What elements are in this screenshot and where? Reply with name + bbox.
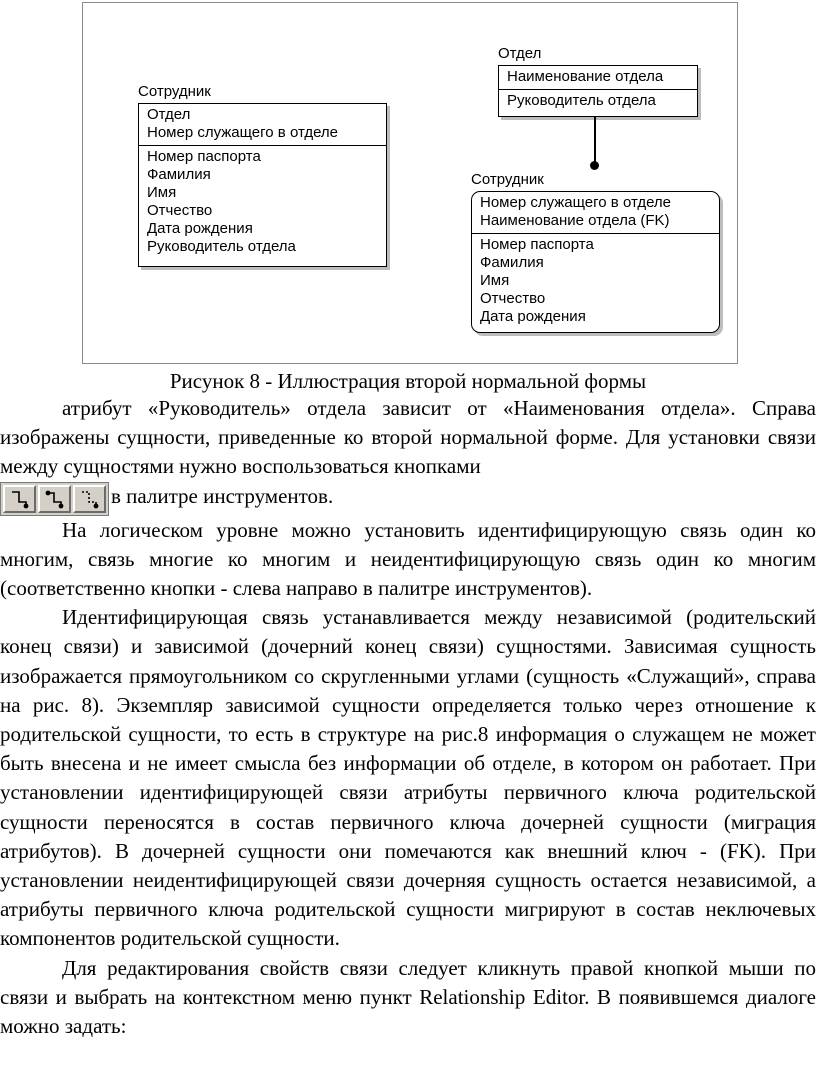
paragraph-1-tail: в палитре инструментов. (111, 483, 334, 508)
parent-entity-box (498, 65, 698, 117)
figure-caption: Рисунок 8 - Иллюстрация второй нормальной формы (169, 369, 647, 393)
relationship-many-dot (590, 161, 599, 170)
child-entity-attribute: Дата рождения (480, 308, 586, 325)
child-entity-key: Номер служащего в отделе (480, 194, 672, 211)
child-entity-attribute: Номер паспорта (480, 236, 594, 253)
paragraph-1-text: атрибут «Руководитель» отдела зависит от «Наименования отдела». Справа изображены сущности, приведенные ко второй нормальной форме. Для установки связи между сущностями нужно воспользоваться кнопками (0, 396, 816, 479)
child-entity-box (471, 191, 720, 333)
child-entity-keys (472, 192, 719, 234)
paragraph-4: Для редактирования свойств связи следует кликнуть правой кнопкой мыши по связи и выбрать на контекстном меню пункт Relationship Editor. В появившемся диалоге можно задать: (0, 955, 816, 1039)
non-identifying-relationship-icon (73, 485, 106, 513)
parent-entity-title: Отдел (498, 45, 542, 62)
left-entity-attribute: Руководитель отдела (147, 238, 296, 255)
left-entity-key: Отдел (147, 106, 191, 123)
child-entity-attribute: Имя (480, 272, 510, 289)
child-entity-attribute: Отчество (480, 290, 546, 307)
figure-frame (82, 2, 738, 364)
left-entity-key: Номер служащего в отделе (147, 124, 339, 141)
left-entity-keys (139, 104, 386, 146)
left-entity-title: Сотрудник (138, 83, 211, 100)
many-to-many-relationship-icon (38, 485, 71, 513)
left-entity-box (138, 103, 387, 267)
child-entity-title: Сотрудник (471, 171, 544, 188)
left-entity-attributes (139, 146, 386, 259)
parent-entity-key: Наименование отдела (507, 68, 664, 85)
left-entity-attribute: Имя (147, 184, 177, 201)
left-entity-attribute: Отчество (147, 202, 213, 219)
paragraph-3: Идентифицирующая связь устанавливается между независимой (родительский конец связи) и зависимой (дочерний конец связи) сущностями. Зависимая сущность изображается прямоугольником со скругленными углами (сущность «Служащий», справа на рис. 8). Экземпляр зависимой сущности определяется только через отношение к родительской сущности, то есть в структуре на рис.8 информация о служащем не может быть внесена и не имеет смысла без информации об отделе, в котором он работает. При установлении идентифицирующей связи атрибуты первичного ключа родительской сущности переносятся в состав первичного ключа дочерней сущности (миграция атрибутов). В дочерней сущности они помечаются как внешний ключ - (FK). При установлении неидентифицирующей связи дочерняя сущность остается независимой, а атрибуты первичного ключа родительской сущности мигрируют в состав неключевых компонентов родительской сущности. (0, 605, 816, 951)
left-entity-attribute: Фамилия (147, 166, 211, 183)
child-entity-attribute: Фамилия (480, 254, 544, 271)
identifying-relationship-icon (3, 485, 36, 513)
document-body (0, 394, 816, 1041)
paragraph-2: На логическом уровне можно установить идентифицирующую связь один ко многим, связь многие ко многим и неидентифицирующую связь один ко многим (соответственно кнопки - слева направо в палитре инструментов). (0, 517, 816, 601)
paragraph-1 (0, 394, 816, 482)
child-entity-attributes (472, 234, 719, 329)
relationship-line (594, 117, 596, 165)
paragraph-1-continuation (0, 482, 816, 516)
parent-entity-keys (499, 66, 697, 90)
parent-entity-attributes (499, 90, 697, 113)
child-entity-key: Наименование отдела (FK) (480, 212, 670, 229)
tool-palette (0, 482, 109, 516)
left-entity-attribute: Номер паспорта (147, 148, 261, 165)
parent-entity-attribute: Руководитель отдела (507, 92, 656, 109)
left-entity-attribute: Дата рождения (147, 220, 253, 237)
